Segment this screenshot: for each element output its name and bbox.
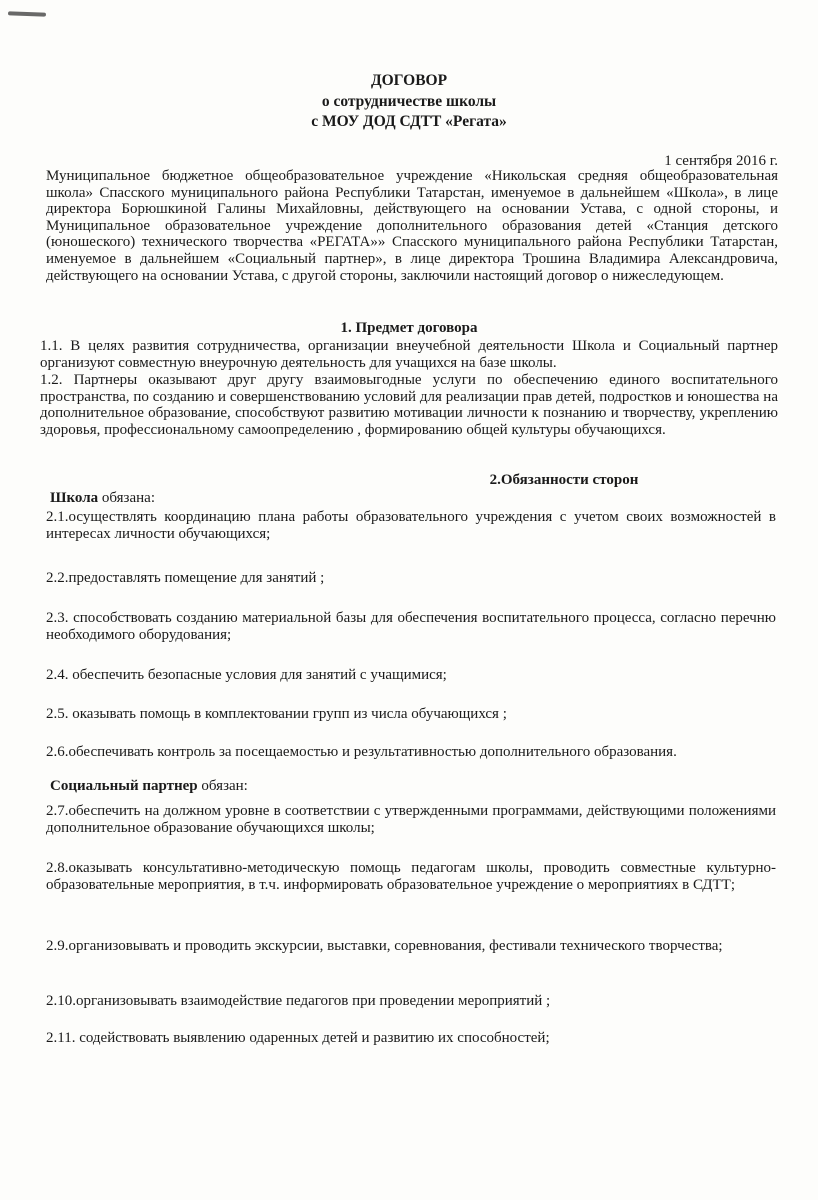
document-title: ДОГОВОР [370, 72, 448, 89]
clause-1-1: 1.1. В целях развития сотрудничества, организации внеучебной деятельности Школа и Социальный партнер организуют совместную внеурочную деятельность для учащихся на базе школы. [40, 338, 778, 371]
clause-2-2: 2.2.предоставлять помещение для занятий ; [46, 570, 325, 586]
clause-2-7: 2.7.обеспечить на должном уровне в соответствии с утвержденными программами, действующими положениями дополнительное образование обучающихся школы; [46, 803, 776, 836]
contract-date: 1 сентября 2016 г. [664, 153, 778, 169]
school-obligations-label: Школа обязана: [50, 490, 155, 506]
preamble: Муниципальное бюджетное общеобразовательное учреждение «Никольская средняя общеобразовательная школа» Спасского муниципального района Республики Татарстан, именуемое в дальнейшем «Школа», в лице директора Борюшкиной Галины Михайловны, действующего на основании Устава, с одной стороны, и Муниципальное образовательное учреждение дополнительного образования детей «Станция детского (юношеского) технического творчества «РЕГАТА»» Спасского муниципального района Республики Татарстан, именуемое в дальнейшем «Социальный партнер», в лице директора Трошина Владимира Александровича, действующего на основании Устава, с другой стороны, заключили настоящий договор о нижеследующем. [46, 168, 778, 284]
document-subtitle-2: с МОУ ДОД СДТТ «Регата» [311, 113, 507, 130]
clause-2-3: 2.3. способствовать созданию материальной базы для обеспечения воспитательного процесса, согласно перечню необходимого оборудования; [46, 610, 776, 643]
clause-2-9: 2.9.организовывать и проводить экскурсии, выставки, соревнования, фестивали технического творчества; [46, 938, 723, 954]
document-subtitle: о сотрудничестве школы [321, 93, 497, 110]
partner-obligations-label: Социальный партнер обязан: [50, 778, 248, 794]
scan-mark [8, 11, 46, 16]
clause-2-10: 2.10.организовывать взаимодействие педагогов при проведении мероприятий ; [46, 993, 551, 1009]
section-2-title: 2.Обязанности сторон [489, 472, 639, 488]
clause-2-5: 2.5. оказывать помощь в комплектовании групп из числа обучающихся ; [46, 706, 507, 722]
clause-2-1: 2.1.осуществлять координацию плана работы образовательного учреждения с учетом своих возможностей в интересах личности обучающихся; [46, 509, 776, 542]
clause-2-8: 2.8.оказывать консультативно-методическую помощь педагогам школы, проводить совместные культурно-образовательные мероприятия, в т.ч. информировать образовательное учреждение о мероприятиях в СДТТ; [46, 860, 776, 893]
section-1-title: 1. Предмет договора [340, 320, 478, 336]
clause-2-6: 2.6.обеспечивать контроль за посещаемостью и результативностью дополнительного образования. [46, 744, 677, 760]
clause-2-11: 2.11. содействовать выявлению одаренных детей и развитию их способностей; [46, 1030, 550, 1046]
clause-2-4: 2.4. обеспечить безопасные условия для занятий с учащимися; [46, 667, 447, 683]
clause-1-2: 1.2. Партнеры оказывают друг другу взаимовыгодные услуги по обеспечению единого воспитательного пространства, по созданию и совершенствованию условий для реализации прав детей, подростков и юношества на дополнительное образование, способствуют развитию мотивации личности к познанию и творчеству, укреплению здоровья, профессиональному самоопределению , формированию общей культуры обучающихся. [40, 372, 778, 438]
